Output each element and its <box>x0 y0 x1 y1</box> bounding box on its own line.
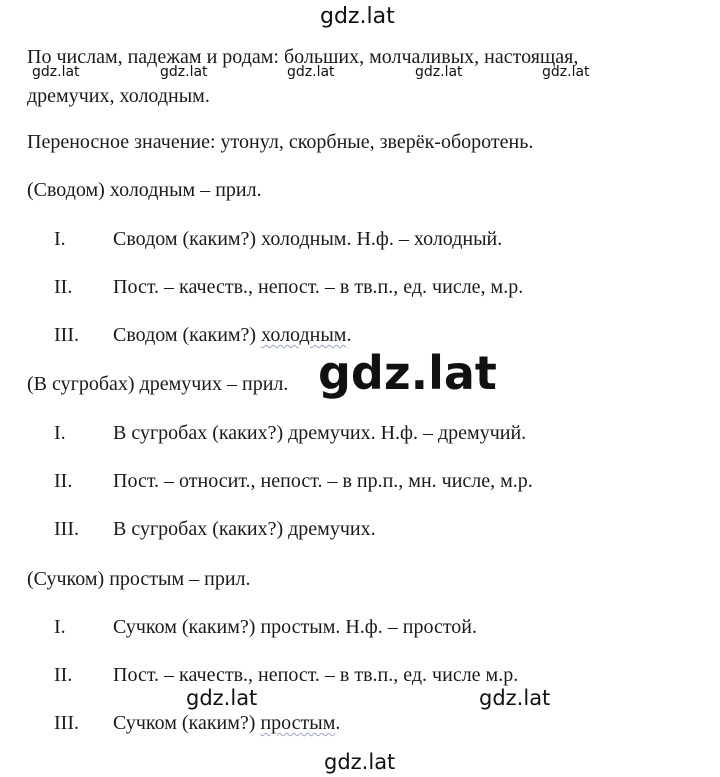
section-3-heading: (Сучком) простым – прил. <box>27 568 251 590</box>
watermark-center-big: gdz.lat <box>318 346 497 400</box>
watermark-line-5: gdz.lat <box>542 64 590 80</box>
section-1-row-3-text: Сводом (каким?) холодным. <box>113 324 352 346</box>
watermark-lower-left: gdz.lat <box>186 686 258 710</box>
section-3-row-1-num: I. <box>54 616 66 638</box>
section-1-row-1-text: Сводом (каким?) холодным. Н.ф. – холодный. <box>113 228 503 250</box>
section-2-row-3-num: III. <box>54 518 79 540</box>
watermark-lower-right: gdz.lat <box>479 686 551 710</box>
section-3-row-2-num: II. <box>54 664 73 686</box>
section-3-row-2-text: Пост. – качеств., непост. – в тв.п., ед. числе м.р. <box>113 664 519 686</box>
section-1-row-2-text: Пост. – качеств., непост. – в тв.п., ед. числе, м.р. <box>113 276 524 298</box>
spellcheck-underline: холодным <box>261 324 347 346</box>
paragraph-1-line-2: дремучих, холодным. <box>27 85 210 107</box>
watermark-top: gdz.lat <box>320 4 395 29</box>
section-1-row-1-num: I. <box>54 228 66 250</box>
section-1-heading: (Сводом) холодным – прил. <box>27 179 262 201</box>
watermark-line-4: gdz.lat <box>415 64 463 80</box>
section-3-row-3-text: Сучком (каким?) простым. <box>113 712 341 734</box>
watermark-line-1: gdz.lat <box>32 64 80 80</box>
section-3-row-3-num: III. <box>54 712 79 734</box>
section-3-row-1-text: Сучком (каким?) простым. Н.ф. – простой. <box>113 616 478 638</box>
section-2-row-1-text: В сугробах (каких?) дремучих. Н.ф. – дремучий. <box>113 422 527 444</box>
watermark-line-2: gdz.lat <box>160 64 208 80</box>
section-2-row-2-text: Пост. – относит., непост. – в пр.п., мн. числе, м.р. <box>113 470 533 492</box>
section-1-row-2-num: II. <box>54 276 73 298</box>
section-1-row-3-num: III. <box>54 324 79 346</box>
watermark-bottom: gdz.lat <box>324 750 396 774</box>
section-2-row-3-text: В сугробах (каких?) дремучих. <box>113 518 376 540</box>
section-2-heading: (В сугробах) дремучих – прил. <box>27 373 289 395</box>
paragraph-1-line-1: По числам, падежам и родам: больших, молчаливых, настоящая, <box>27 46 579 68</box>
section-2-row-2-num: II. <box>54 470 73 492</box>
spellcheck-underline: простым <box>260 712 336 734</box>
paragraph-2: Переносное значение: утонул, скорбные, зверёк-оборотень. <box>27 131 534 153</box>
watermark-line-3: gdz.lat <box>287 64 335 80</box>
section-2-row-1-num: I. <box>54 422 66 444</box>
